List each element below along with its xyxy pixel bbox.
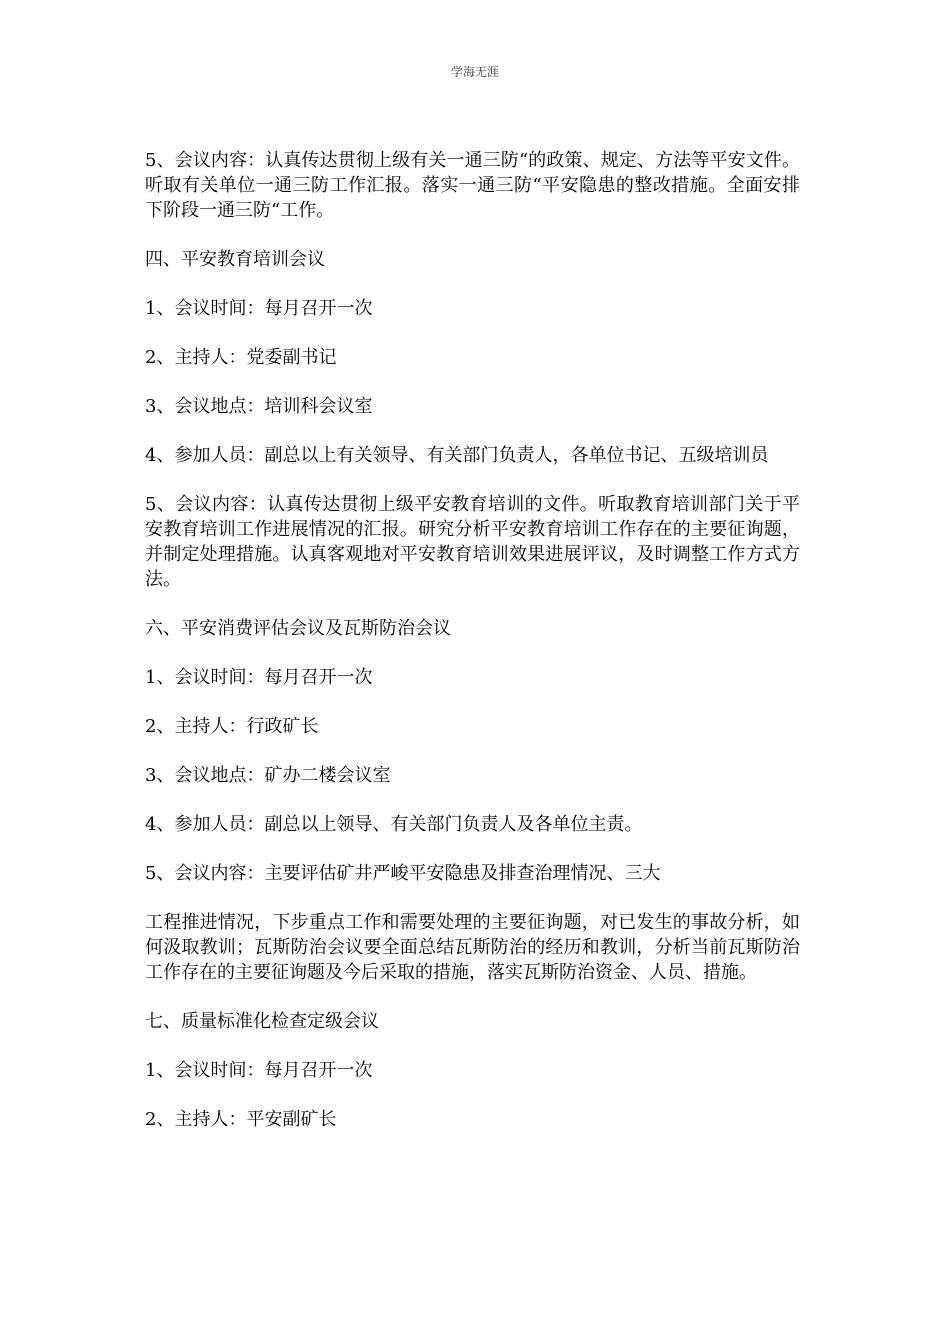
paragraph-assessment-content: 5、会议内容：主要评估矿井严峻平安隐患及排查治理情况、三大 xyxy=(145,863,661,884)
paragraph-quality-host: 2、主持人：平安副矿长 xyxy=(145,1109,337,1130)
paragraph-assessment-time: 1、会议时间：每月召开一次 xyxy=(145,667,373,688)
paragraph-assessment-host: 2、主持人：行政矿长 xyxy=(145,716,319,737)
paragraph-meeting-content-ventilation: 5、会议内容：认真传达贯彻上级有关一通三防“的政策、规定、方法等平安文件。听取有关单位一通三防工作汇报。落实一通三防“平安隐患的整改措施。全面安排下阶段一通三防“工作。 xyxy=(145,150,800,221)
document-body xyxy=(145,148,800,1156)
paragraph-assessment-location: 3、会议地点：矿办二楼会议室 xyxy=(145,765,391,786)
paragraph-assessment-attendees: 4、参加人员：副总以上领导、有关部门负责人及各单位主责。 xyxy=(145,814,643,835)
paragraph-training-host: 2、主持人：党委副书记 xyxy=(145,347,337,368)
paragraph-training-location: 3、会议地点：培训科会议室 xyxy=(145,396,373,417)
section-heading-quality-standardization: 七、质量标准化检查定级会议 xyxy=(145,1011,379,1032)
paragraph-assessment-content-continued: 工程推进情况，下步重点工作和需要处理的主要征询题，对已发生的事故分析，如何汲取教训；瓦斯防治会议要全面总结瓦斯防治的经历和教训，分析当前瓦斯防治工作存在的主要征询题及今后采取的措施，落实瓦斯防治资金、人员、措施。 xyxy=(145,912,800,983)
section-heading-safety-training: 四、平安教育培训会议 xyxy=(145,249,325,270)
paragraph-quality-time: 1、会议时间：每月召开一次 xyxy=(145,1060,373,1081)
paragraph-training-attendees: 4、参加人员：副总以上有关领导、有关部门负责人，各单位书记、五级培训员 xyxy=(145,445,769,466)
page-header: 学海无涯 xyxy=(450,65,499,79)
section-heading-safety-assessment: 六、平安消费评估会议及瓦斯防治会议 xyxy=(145,618,451,639)
paragraph-training-time: 1、会议时间：每月召开一次 xyxy=(145,298,373,319)
paragraph-training-content: 5、会议内容：认真传达贯彻上级平安教育培训的文件。听取教育培训部门关于平安教育培训工作进展情况的汇报。研究分析平安教育培训工作存在的主要征询题，并制定处理措施。认真客观地对平安教育培训效果进展评议，及时调整工作方式方法。 xyxy=(145,494,800,590)
